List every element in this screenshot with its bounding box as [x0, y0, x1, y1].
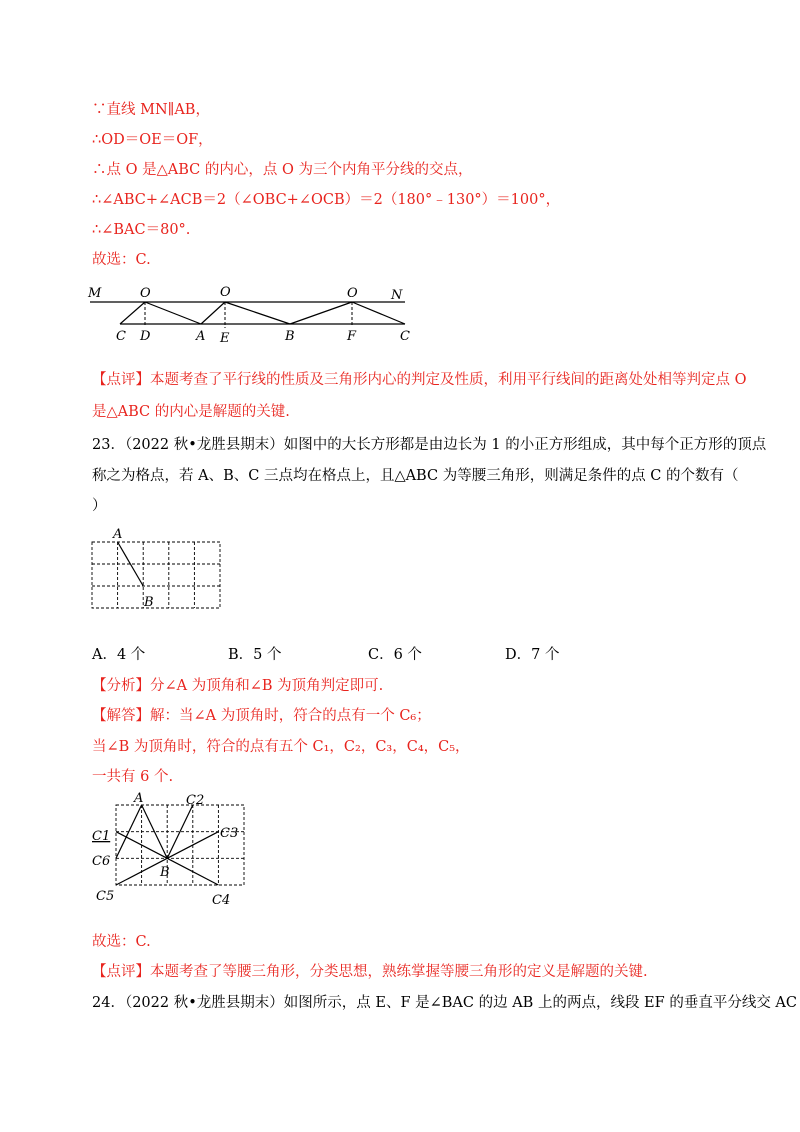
fig1-label-O2: O [220, 285, 231, 300]
answer-23-line-2: 当∠B 为顶角时，符合的点有五个 C₁，C₂，C₃，C₄，C₅， [92, 739, 470, 755]
fig2-label-A: A [134, 791, 144, 806]
fig1-label-O3: O [347, 286, 358, 301]
fig2-label-B: B [160, 865, 170, 880]
solution-line-5: ∴∠BAC＝80°. [92, 222, 191, 238]
comment-22-line-2: 是△ABC 的内心是解题的关键. [92, 404, 290, 420]
figure-grid-solution [90, 790, 260, 910]
solution-line-3: ∴点 O 是△ABC 的内心，点 O 为三个内角平分线的交点， [92, 162, 473, 178]
fig1-label-C2: C [400, 329, 410, 344]
fig2-label-C3: C3 [220, 826, 239, 841]
question-24-line-1: 24．（2022 秋•龙胜县期末）如图所示，点 E、F 是∠BAC 的边 AB 上的两点，线段 EF 的垂直平分线交 AC [92, 995, 797, 1011]
answer-23-line-1: 【解答】解：当∠A 为顶角时，符合的点有一个 C₆； [92, 708, 431, 724]
figure-grid-question [84, 522, 228, 614]
question-23-line-2: 称之为格点，若 A、B、C 三点均在格点上，且△ABC 为等腰三角形，则满足条件的点 C 的个数有（ [92, 468, 739, 484]
option-c: C．6 个 [368, 647, 422, 663]
fig1-label-N: N [391, 288, 403, 303]
fig2-label-C6: C6 [92, 854, 111, 869]
fig1-label-B: B [285, 329, 295, 344]
option-a: A．4 个 [92, 647, 146, 663]
fig2-label-C4: C4 [212, 893, 231, 908]
fig1-label-A: A [196, 329, 206, 344]
choice-23: 故选：C. [92, 934, 151, 950]
question-23-line-3: ） [92, 498, 107, 514]
fig1-label-F: F [347, 329, 357, 344]
grid-label-B: B [144, 595, 154, 610]
solution-line-2: ∴OD＝OE＝OF， [92, 132, 213, 148]
fig1-label-O1: O [140, 286, 151, 301]
question-23-line-1: 23．（2022 秋•龙胜县期末）如图中的大长方形都是由边长为 1 的小正方形组成，其中每个正方形的顶点 [92, 437, 767, 453]
comment-23: 【点评】本题考查了等腰三角形，分类思想，熟练掌握等腰三角形的定义是解题的关键. [92, 964, 648, 980]
fig1-label-M: M [88, 286, 102, 301]
fig2-label-C5: C5 [96, 889, 115, 904]
comment-22-line-1: 【点评】本题考查了平行线的性质及三角形内心的判定及性质，利用平行线间的距离处处相等判定点 O [92, 372, 747, 388]
fig1-label-E: E [220, 331, 230, 346]
solution-line-1: ∵直线 MN∥AB， [92, 102, 210, 118]
figure-parallel-lines [80, 282, 420, 348]
grid-label-A: A [113, 527, 123, 542]
fig2-label-C2: C2 [186, 793, 205, 808]
answer-23-line-3: 一共有 6 个. [92, 769, 174, 785]
solution-choice: 故选：C. [92, 252, 151, 268]
fig1-label-D: D [140, 329, 151, 344]
fig2-label-C1: C1 [92, 829, 111, 844]
solution-line-4: ∴∠ABC+∠ACB＝2（∠OBC+∠OCB）＝2（180°﹣130°）＝100°， [92, 192, 561, 208]
option-d: D．7 个 [505, 647, 560, 663]
analysis-23: 【分析】分∠A 为顶角和∠B 为顶角判定即可. [92, 678, 384, 694]
fig1-label-C1: C [116, 329, 126, 344]
option-b: B．5 个 [228, 647, 282, 663]
